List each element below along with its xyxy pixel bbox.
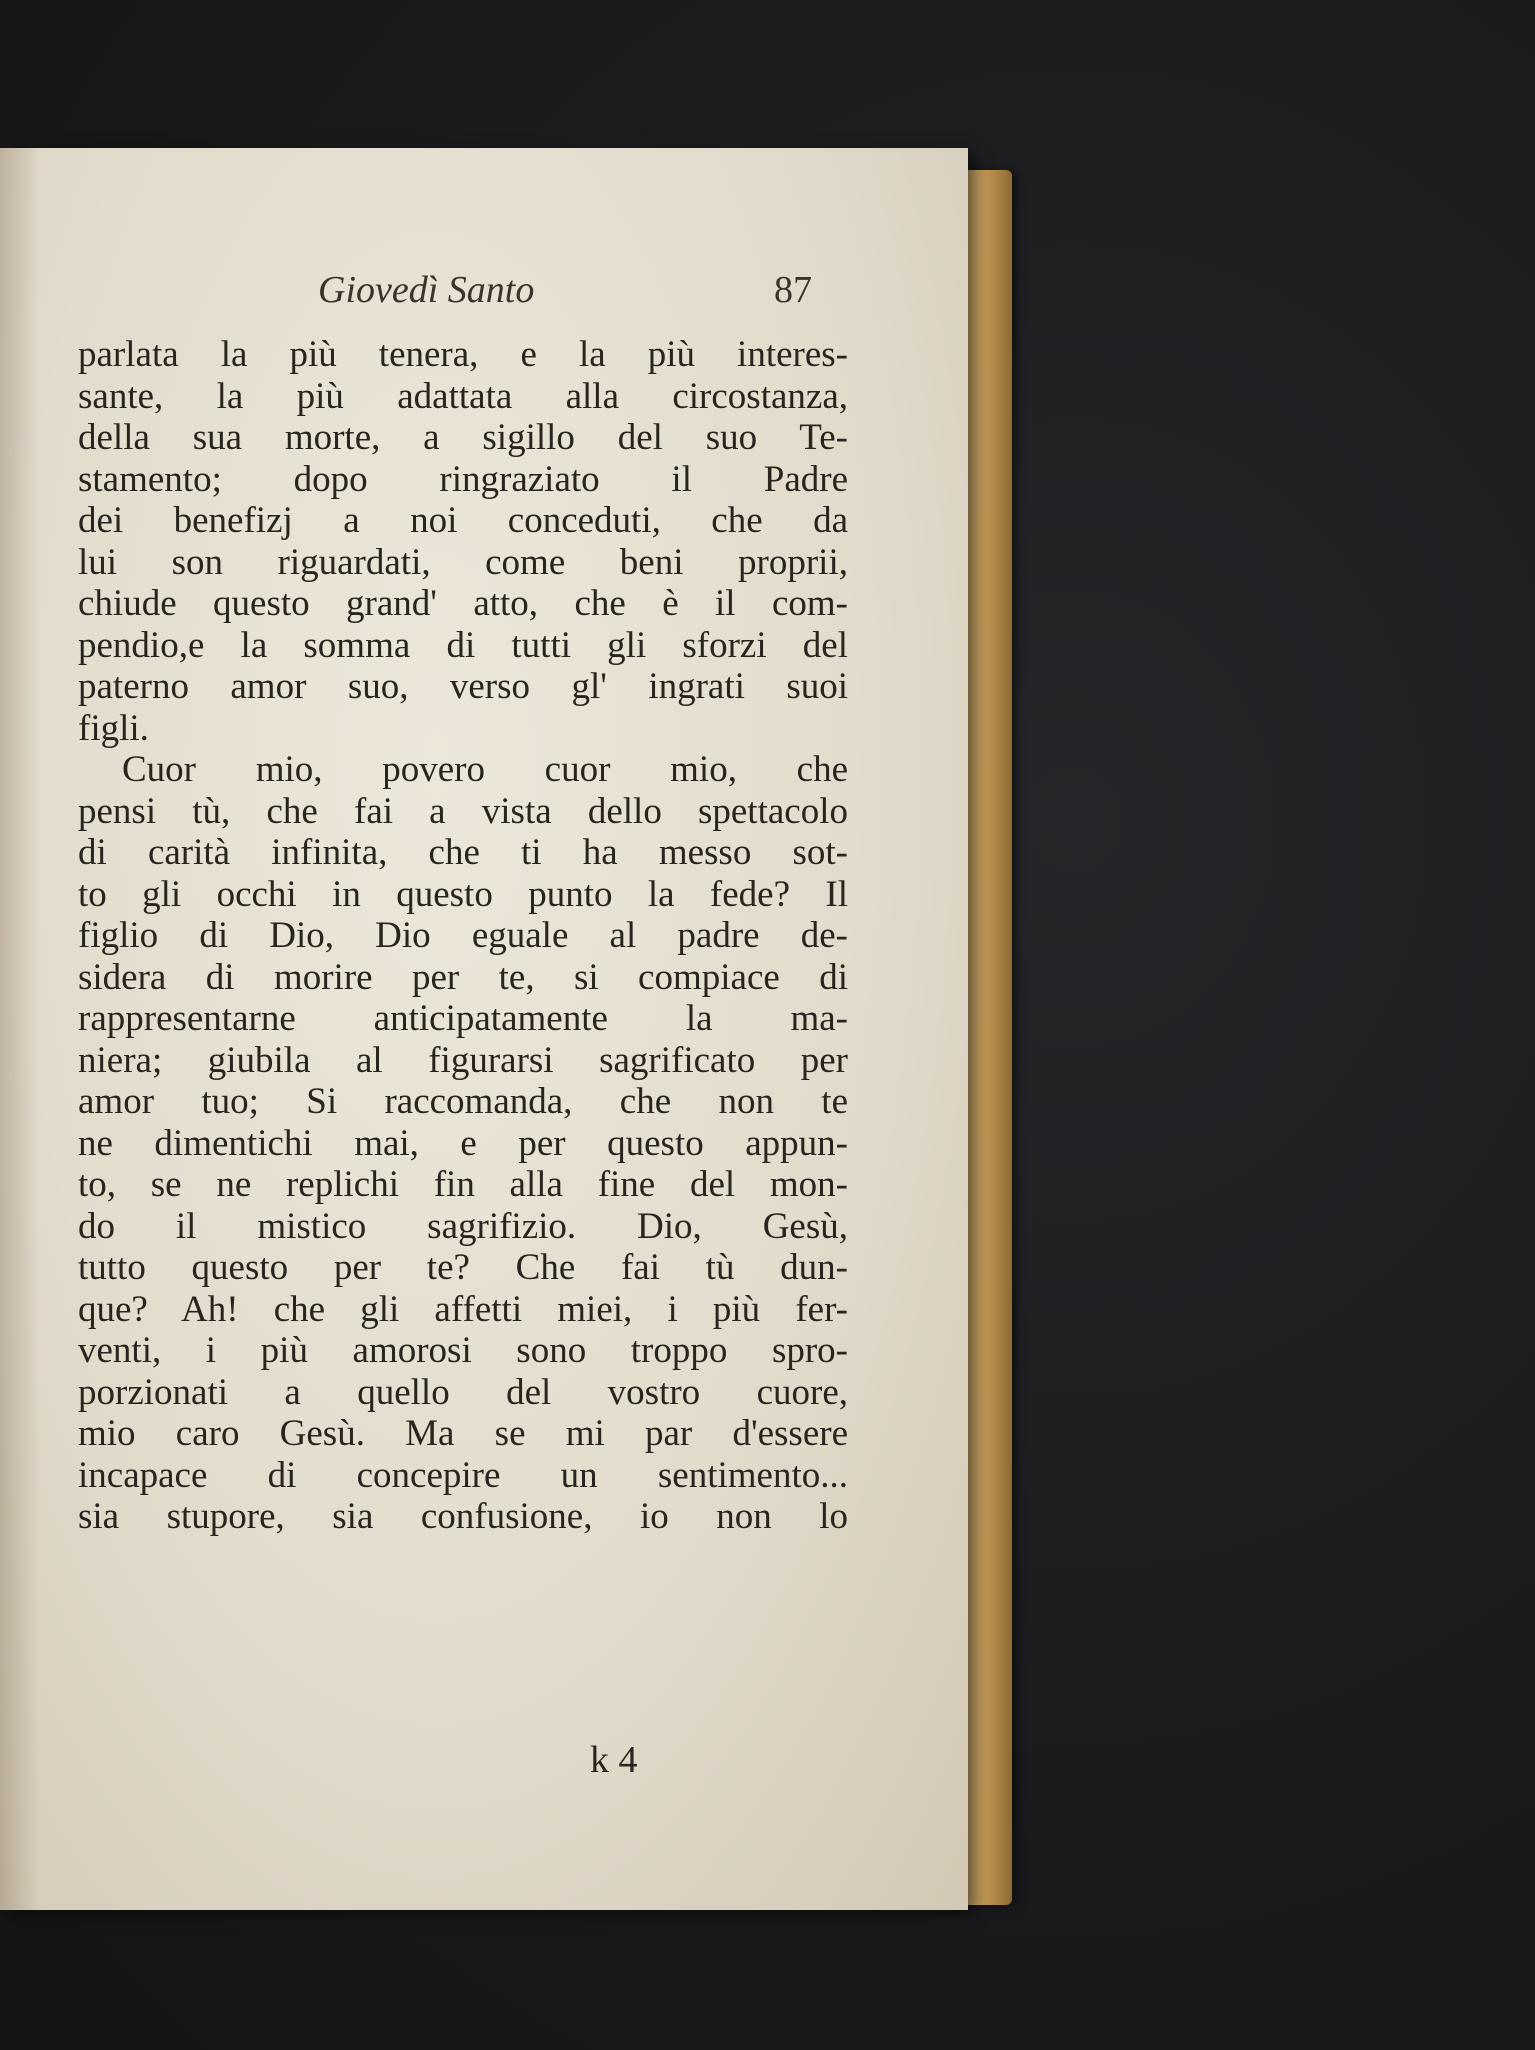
paragraph-start-line: Cuor mio, povero cuor mio, che — [122, 749, 848, 790]
text-line: tutto questo per te? Che fai tù dun- — [78, 1247, 848, 1288]
text-line: to gli occhi in questo punto la fede? Il — [78, 873, 848, 915]
book-page — [0, 148, 968, 1910]
signature-mark: k 4 — [590, 1739, 638, 1781]
text-line: rappresentarne anticipatamente la ma- — [78, 998, 848, 1039]
text-line: que? Ah! che gli affetti miei, i più fer- — [78, 1288, 848, 1330]
paragraph-end-line: figli. — [78, 707, 149, 749]
text-line: do il mistico sagrifizio. Dio, Gesù, — [78, 1205, 848, 1247]
running-head — [0, 268, 968, 328]
text-line: sidera di morire per te, si compiace di — [78, 956, 848, 998]
gutter-shadow — [0, 148, 40, 1910]
text-line: venti, i più amorosi sono troppo spro- — [78, 1330, 848, 1371]
text-line: sia stupore, sia confusione, io non lo — [78, 1496, 848, 1537]
body-text — [78, 334, 848, 1538]
page-number: 87 — [774, 269, 812, 311]
text-line: niera; giubila al figurarsi sagrificato per — [78, 1039, 848, 1081]
text-line: porzionati a quello del vostro cuore, — [78, 1371, 848, 1413]
text-line: di carità infinita, che ti ha messo sot- — [78, 832, 848, 873]
text-line: della sua morte, a sigillo del suo Te- — [78, 417, 848, 458]
text-line: stamento; dopo ringraziato il Padre — [78, 458, 848, 500]
text-line: incapace di concepire un sentimento... — [78, 1454, 848, 1496]
text-line: mio caro Gesù. Ma se mi par d'essere — [78, 1413, 848, 1454]
text-line: paterno amor suo, verso gl' ingrati suoi — [78, 666, 848, 707]
text-line: lui son riguardati, come beni proprii, — [78, 541, 848, 583]
text-line: pendio,e la somma di tutti gli sforzi del — [78, 624, 848, 666]
text-line: sante, la più adattata alla circostanza, — [78, 375, 848, 417]
running-head-title: Giovedì Santo — [318, 269, 535, 311]
text-line: to, se ne replichi fin alla fine del mon- — [78, 1164, 848, 1205]
text-line: chiude questo grand' atto, che è il com- — [78, 583, 848, 624]
text-line: figlio di Dio, Dio eguale al padre de- — [78, 915, 848, 956]
text-line: pensi tù, che fai a vista dello spettacolo — [78, 790, 848, 832]
text-line: parlata la più tenera, e la più interes- — [78, 334, 848, 375]
text-line: amor tuo; Si raccomanda, che non te — [78, 1081, 848, 1122]
text-line: dei benefizj a noi conceduti, che da — [78, 500, 848, 541]
text-line: ne dimentichi mai, e per questo appun- — [78, 1122, 848, 1164]
